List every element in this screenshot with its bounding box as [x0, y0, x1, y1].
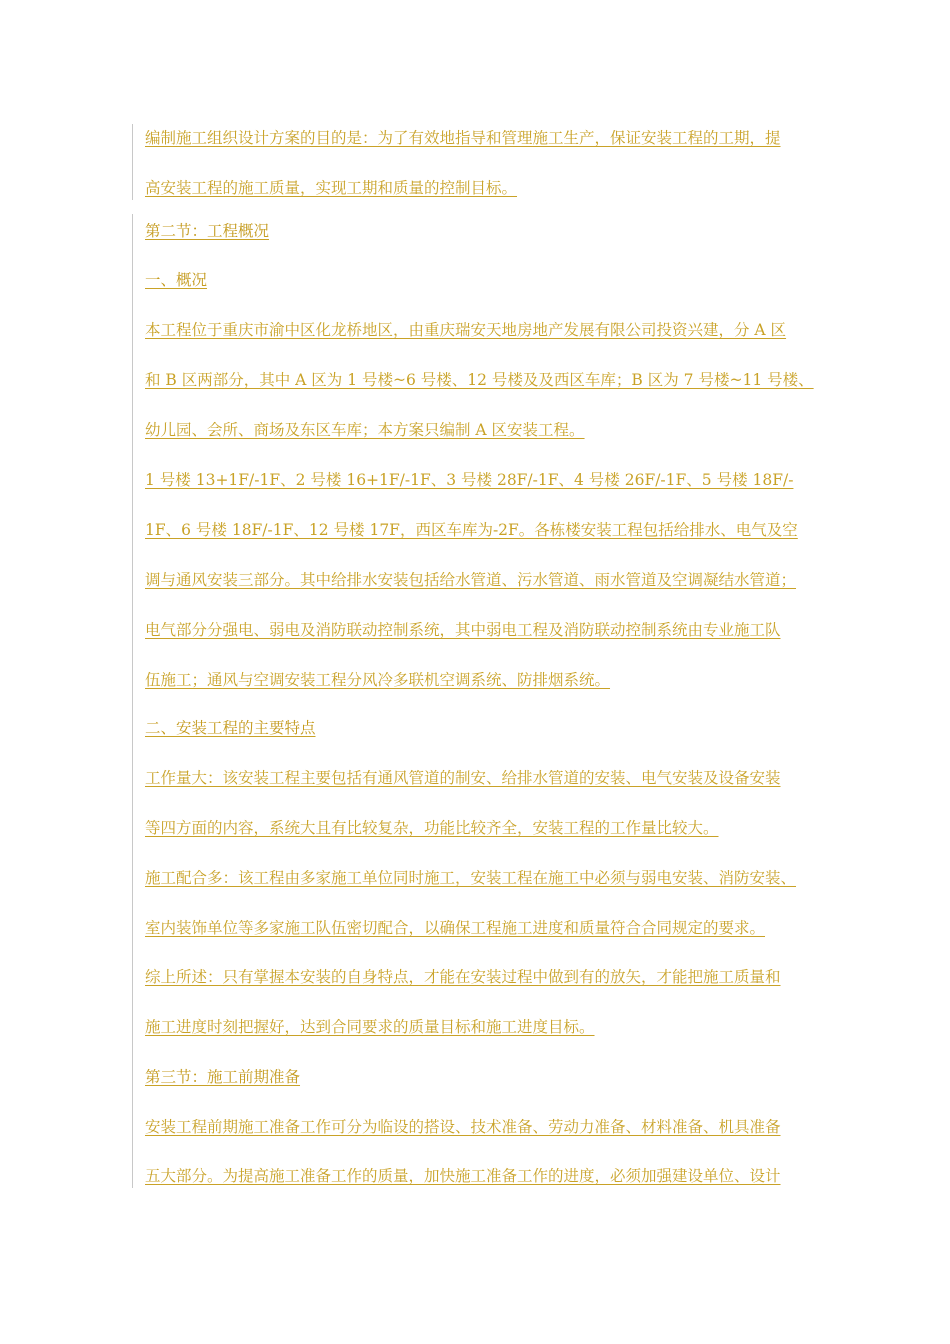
- paragraph-line[interactable]: 1 号楼 13+1F/-1F、2 号楼 16+1F/-1F、3 号楼 28F/-1F、4 号楼 26F/-1F、5 号楼 18F/-: [145, 471, 794, 489]
- paragraph-line[interactable]: 调与通风安装三部分。其中给排水安装包括给水管道、污水管道、雨水管道及空调凝结水管道；: [145, 571, 797, 589]
- paragraph-line[interactable]: 施工配合多：该工程由多家施工单位同时施工，安装工程在施工中必须与弱电安装、消防安装、: [145, 869, 797, 887]
- section-heading[interactable]: 第三节：施工前期准备: [145, 1068, 301, 1086]
- paragraph-line[interactable]: 编制施工组织设计方案的目的是：为了有效地指导和管理施工生产，保证安装工程的工期，提: [145, 129, 781, 147]
- paragraph-line[interactable]: 幼儿园、会所、商场及东区车库；本方案只编制 A 区安装工程。: [145, 421, 585, 439]
- paragraph-line[interactable]: 伍施工；通风与空调安装工程分风冷多联机空调系统、防排烟系统。: [145, 671, 611, 689]
- paragraph-line[interactable]: 和 B 区两部分，其中 A 区为 1 号楼~6 号楼、12 号楼及及西区车库；B 区为 7 号楼~11 号楼、: [145, 371, 814, 389]
- paragraph-line[interactable]: 工作量大：该安装工程主要包括有通风管道的制安、给排水管道的安装、电气安装及设备安装: [145, 769, 781, 787]
- paragraph-line[interactable]: 1F、6 号楼 18F/-1F、12 号楼 17F，西区车库为-2F。各栋楼安装工程包括给排水、电气及空: [145, 521, 798, 539]
- paragraph-line[interactable]: 五大部分。为提高施工准备工作的质量，加快施工准备工作的进度，必须加强建设单位、设计: [145, 1167, 781, 1185]
- paragraph-line[interactable]: 高安装工程的施工质量，实现工期和质量的控制目标。: [145, 179, 518, 197]
- paragraph-line[interactable]: 安装工程前期施工准备工作可分为临设的搭设、技术准备、劳动力准备、材料准备、机具准备: [145, 1118, 781, 1136]
- paragraph-line[interactable]: 综上所述：只有掌握本安装的自身特点，才能在安装过程中做到有的放矢，才能把施工质量和: [145, 968, 781, 986]
- paragraph-line[interactable]: 室内装饰单位等多家施工队伍密切配合，以确保工程施工进度和质量符合合同规定的要求。: [145, 919, 766, 937]
- left-margin-rule: [132, 124, 133, 200]
- subsection-heading[interactable]: 二、安装工程的主要特点: [145, 719, 316, 737]
- paragraph-line[interactable]: 电气部分分强电、弱电及消防联动控制系统，其中弱电工程及消防联动控制系统由专业施工队: [145, 621, 781, 639]
- section-heading[interactable]: 第二节：工程概况: [145, 222, 270, 240]
- subsection-heading[interactable]: 一、概况: [145, 271, 208, 289]
- paragraph-line[interactable]: 等四方面的内容，系统大且有比较复杂，功能比较齐全，安装工程的工作量比较大。: [145, 819, 719, 837]
- paragraph-line[interactable]: 施工进度时刻把握好，达到合同要求的质量目标和施工进度目标。: [145, 1018, 595, 1036]
- paragraph-line[interactable]: 本工程位于重庆市渝中区化龙桥地区，由重庆瑞安天地房地产发展有限公司投资兴建，分 A 区: [145, 321, 787, 339]
- left-margin-rule: [132, 214, 133, 1188]
